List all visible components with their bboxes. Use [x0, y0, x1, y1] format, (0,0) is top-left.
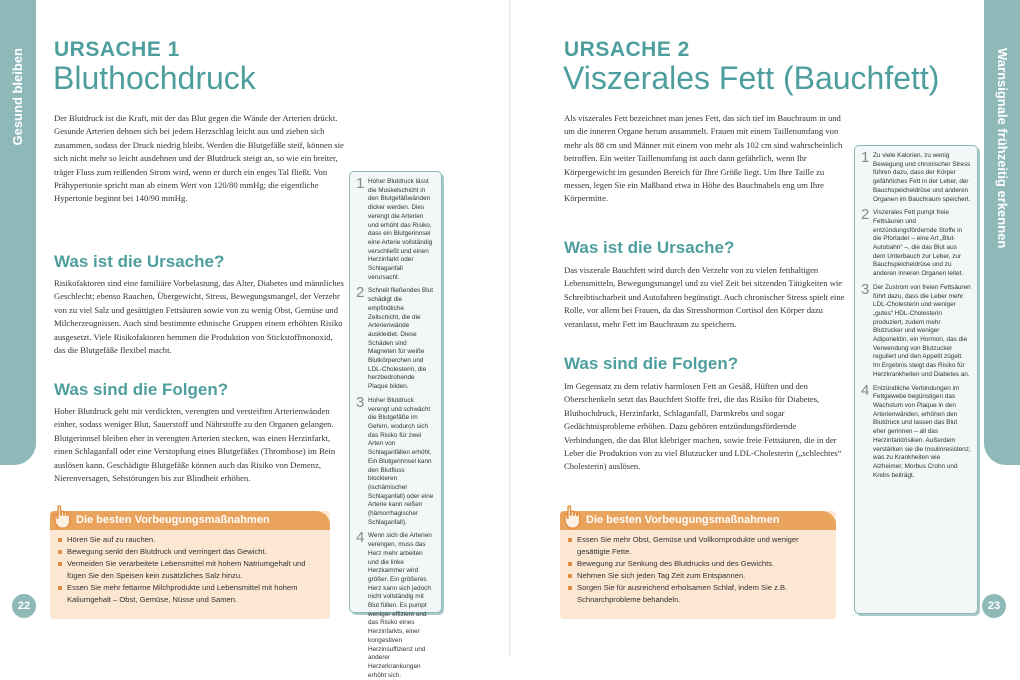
hand-icon: [563, 504, 583, 530]
cause-kicker: URSACHE 1: [54, 38, 180, 61]
left-page: [0, 0, 510, 679]
info-item: [861, 149, 971, 204]
page-number: 22: [12, 594, 36, 618]
info-box: [349, 171, 442, 679]
info-item: [356, 529, 435, 680]
info-item: [356, 284, 435, 391]
info-item: [861, 280, 971, 380]
info-text: Hoher Blutdruck lässt die Muskelschicht in den Blutgefäßwänden dicker werden. Dies verengt die Arterien und erhöht das Risiko, dass ein Blutgerinnsel eine Arterie vollständig verschließt und einen Herzinfarkt oder Schlaganfall verursacht.: [368, 178, 433, 281]
prevention-item: Hören Sie auf zu rauchen.: [58, 534, 322, 546]
right-page: [510, 0, 1020, 657]
info-number: 3: [356, 393, 365, 411]
info-text: Viszerales Fett pumpt freie Fettsäuren und entzündungsfördernde Stoffe in die Pfortader – eine Art „Blut-Autobahn“ –, die das Blut aus dem Unterbauch zur Leber, zur Bauchspeicheldrüse und zu anderen inneren Organen leitet.: [873, 209, 964, 278]
info-item: [356, 175, 435, 282]
intro-text: Als viszerales Fett bezeichnet man jenes Fett, das sich tief im Bauchraum in und um die inneren Organe herum ansammelt. Frauen mit einem Taillenumfang von mehr als 88 cm und Männer mit einem von mehr als 102 cm sind wahrscheinlich betroffen. Ein weiter Taillenumfang ist auch dann gefährlich, wenn Ihr Körpergewicht im gesunden Bereich für Ihre Größe liegt. Um Ihre Taille zu messen, legen Sie ein Maßband etwa in Höhe des Bauchnabels eng um Ihre Körpermitte.: [564, 113, 843, 204]
prevention-heading: Die besten Vorbeugungsmaßnahmen: [50, 511, 330, 530]
consequences-text: Im Gegensatz zu dem relativ harmlosen Fett an Gesäß, Hüften und den Oberschenkeln setzt das Bauchfett Stoffe frei, die das Risiko für Diabetes, Bluthochdruck, Herzinfarkt, Schlaganfall, Darmkrebs und sogar Gedächtnisprobleme erhöhen. Dazu gehören entzündungsfördernde Verbindungen, die das Blut klebriger machen, sowie freie Fettsäuren, die in der Leber die Produktion von zu viel Blutzucker und LDL-Cholesterin („schlechtes“ Cholesterin) auslösen.: [564, 381, 842, 472]
prevention-item: Nehmen Sie sich jeden Tag Zeit zum Entspannen.: [568, 570, 826, 582]
cause-text: Risikofaktoren sind eine familiäre Vorbelastung, das Alter, Diabetes und männliches Geschlecht; ebenso Rauchen, Übergewicht, Stress, Bewegungsmangel, der Verzehr von zu viel Salz und gesättigten Fettsäuren sowie von zu wenig Obst, Gemüse und Milcherzeugnissen. Auch sind bestimmte ethnische Gruppen einem erhöhten Risiko ausgesetzt. Viele Risikofaktoren hemmen die Produktion von Stickstoffmonoxid, das die Blutgefäße flexibel macht.: [54, 278, 344, 356]
prevention-item: Essen Sie mehr fettarme Milchprodukte und Lebensmittel mit hohem Kaliumgehalt – Obst, Gemüse, Nüsse und Samen.: [58, 582, 322, 606]
side-label-right: Warnsignale frühzeitig erkennen: [995, 48, 1010, 249]
info-number: 2: [356, 284, 365, 302]
page-number: 23: [982, 594, 1006, 618]
consequences-text: Hoher Blutdruck geht mit verdickten, verengten und versteiften Arterienwänden einher, sodass weniger Blut, Sauerstoff und Nährstoffe zu den Organen gelangen. Blutgerinnsel bleiben eher in verengten Arterien stecken, was einen Herzinfarkt, einen Schlaganfall oder eine Verstopfung eines Blutgefäßes (Thrombose) im Bein auslösen kann. Geschädigte Blutgefäße können auch das Risiko von Demenz, Nierenversagen, Sehstörungen bis zur Blindheit erhöhen.: [54, 406, 336, 484]
info-text: Entzündliche Verbindungen im Fettgewebe begünstigen das Wachstum von Plaque in den Arterienwänden, erhöhen den Blutdruck und lassen das Blut eher gerinnen – all das Herzinfarktrisiken. Außerdem verstärken sie die Insulinresistenz, was zu Krankheiten wie Alzheimer, Morbus Crohn und Krebs beiträgt.: [873, 384, 971, 479]
cause-kicker: URSACHE 2: [564, 38, 690, 61]
prevention-item: Bewegung senkt den Blutdruck und verringert das Gewicht.: [58, 546, 322, 558]
prevention-box: [50, 511, 330, 619]
info-item: [356, 393, 435, 528]
info-text: Wenn sich die Arterien verengen, muss das Herz mehr arbeiten und die linke Herzkammer wird größer. Ein größeres Herz kann sich jedoch nicht vollständig mit Blut füllen. Es pumpt weniger effizient und das Risiko eines Herzinfarkts, einer kongestiven Herzinsuffizienz und anderer Herzerkrankungen erhöht sich.: [368, 532, 432, 679]
info-box: [854, 145, 978, 614]
info-item: [861, 381, 971, 481]
prevention-box: [560, 511, 836, 619]
info-number: 3: [861, 280, 870, 298]
intro-text: Der Blutdruck ist die Kraft, mit der das Blut gegen die Wände der Arterien drückt. Gesunde Arterien dehnen sich bei jedem Herzschlag leicht aus und ziehen sich zusammen, sodass der Druck niedrig bleibt. Werden die Blutgefäße steif, können sie sich nicht mehr so leicht ausdehnen und der Blutdruck steigt an, so wie ein breiter, träger Fluss zum reißenden Strom wird, wenn er durch ein enges Tal fließt. Von Prähypertonie spricht man ab einem Wert von 120/80 mmHg; die eigentliche Hypertonie beginnt bei 140/90 mmHg.: [54, 113, 344, 204]
section-heading-consequences: Was sind die Folgen?: [564, 354, 739, 373]
info-item: [861, 206, 971, 279]
info-text: Schnell fließendes Blut schädigt die empfindliche Zellschicht, die die Arterienwände auskleidet. Diese Schäden sind Magneten für weiße Blutkörperchen und LDL-Cholesterin, die herzbedrohende Plaque bilden.: [368, 287, 434, 391]
info-text: Hoher Blutdruck verengt und schwächt die Blutgefäße im Gehirn, wodurch sich das Risiko für zwei Arten von Schlaganfällen erhöht. Ein Blutgerinnsel kann den Blutfluss blockieren (ischämischer Schlaganfall) oder eine Arterie kann reißen (hämorrhagischer Schlaganfall).: [368, 396, 434, 526]
section-heading-cause: Was ist die Ursache?: [54, 252, 225, 271]
section-heading-consequences: Was sind die Folgen?: [54, 380, 229, 399]
hand-icon: [53, 504, 73, 530]
prevention-item: Vermeiden Sie verarbeitete Lebensmittel mit hohem Natriumgehalt und fügen Sie den Speisen kein zusätzliches Salz hinzu.: [58, 558, 322, 582]
info-number: 4: [356, 529, 365, 547]
cause-text: Das viszerale Bauchfett wird durch den Verzehr von zu vielen fetthaltigen Lebensmitteln, Bewegungsmangel und zu viel Zeit bei sitzenden Tätigkeiten wie Schreibtischarbeit und Autofahren begünstigt. Auch chronischer Stress spielt eine Rolle, vor allem bei Frauen, da das Stresshormon Cortisol den Körper dazu veranlasst, mehr Fett im Bauchraum zu speichern.: [564, 265, 845, 329]
prevention-list: [58, 534, 322, 606]
prevention-item: Sorgen Sie für ausreichend erholsamen Schlaf, indem Sie z.B. Schnarchprobleme behandeln.: [568, 582, 826, 606]
info-number: 1: [356, 175, 365, 192]
info-text: Der Zustrom von freien Fettsäuren führt dazu, dass die Leber mehr LDL-Cholesterin und weniger „gutes“ HDL-Cholesterin produziert, zudem mehr Blutzucker und weniger Adiponektin, ein Hormon, das die Verwendung von Blutzucker reguliert und den Appetit zügelt. Im Ergebnis steigt das Risiko für Herzkrankheiten und Diabetes an.: [873, 283, 971, 378]
info-text: Zu viele Kalorien, zu wenig Bewegung und chronischer Stress führen dazu, dass der Körper gefährliches Fett in der Leber, der Bauchspeicheldrüse und anderen Organen im Bauchraum speichert.: [873, 152, 971, 203]
prevention-heading: Die besten Vorbeugungsmaßnahmen: [560, 511, 836, 530]
section-heading-cause: Was ist die Ursache?: [564, 238, 735, 257]
side-label-left: Gesund bleiben: [10, 48, 25, 146]
info-number: 2: [861, 206, 870, 224]
info-number: 1: [861, 149, 870, 166]
page-title: Viszerales Fett (Bauchfett): [563, 60, 940, 96]
prevention-item: Essen Sie mehr Obst, Gemüse und Vollkornprodukte und weniger gesättigte Fette.: [568, 534, 826, 558]
prevention-item: Bewegung zur Senkung des Blutdrucks und des Gewichts.: [568, 558, 826, 570]
info-number: 4: [861, 381, 870, 399]
prevention-list: [568, 534, 826, 606]
page-title: Bluthochdruck: [53, 60, 256, 96]
